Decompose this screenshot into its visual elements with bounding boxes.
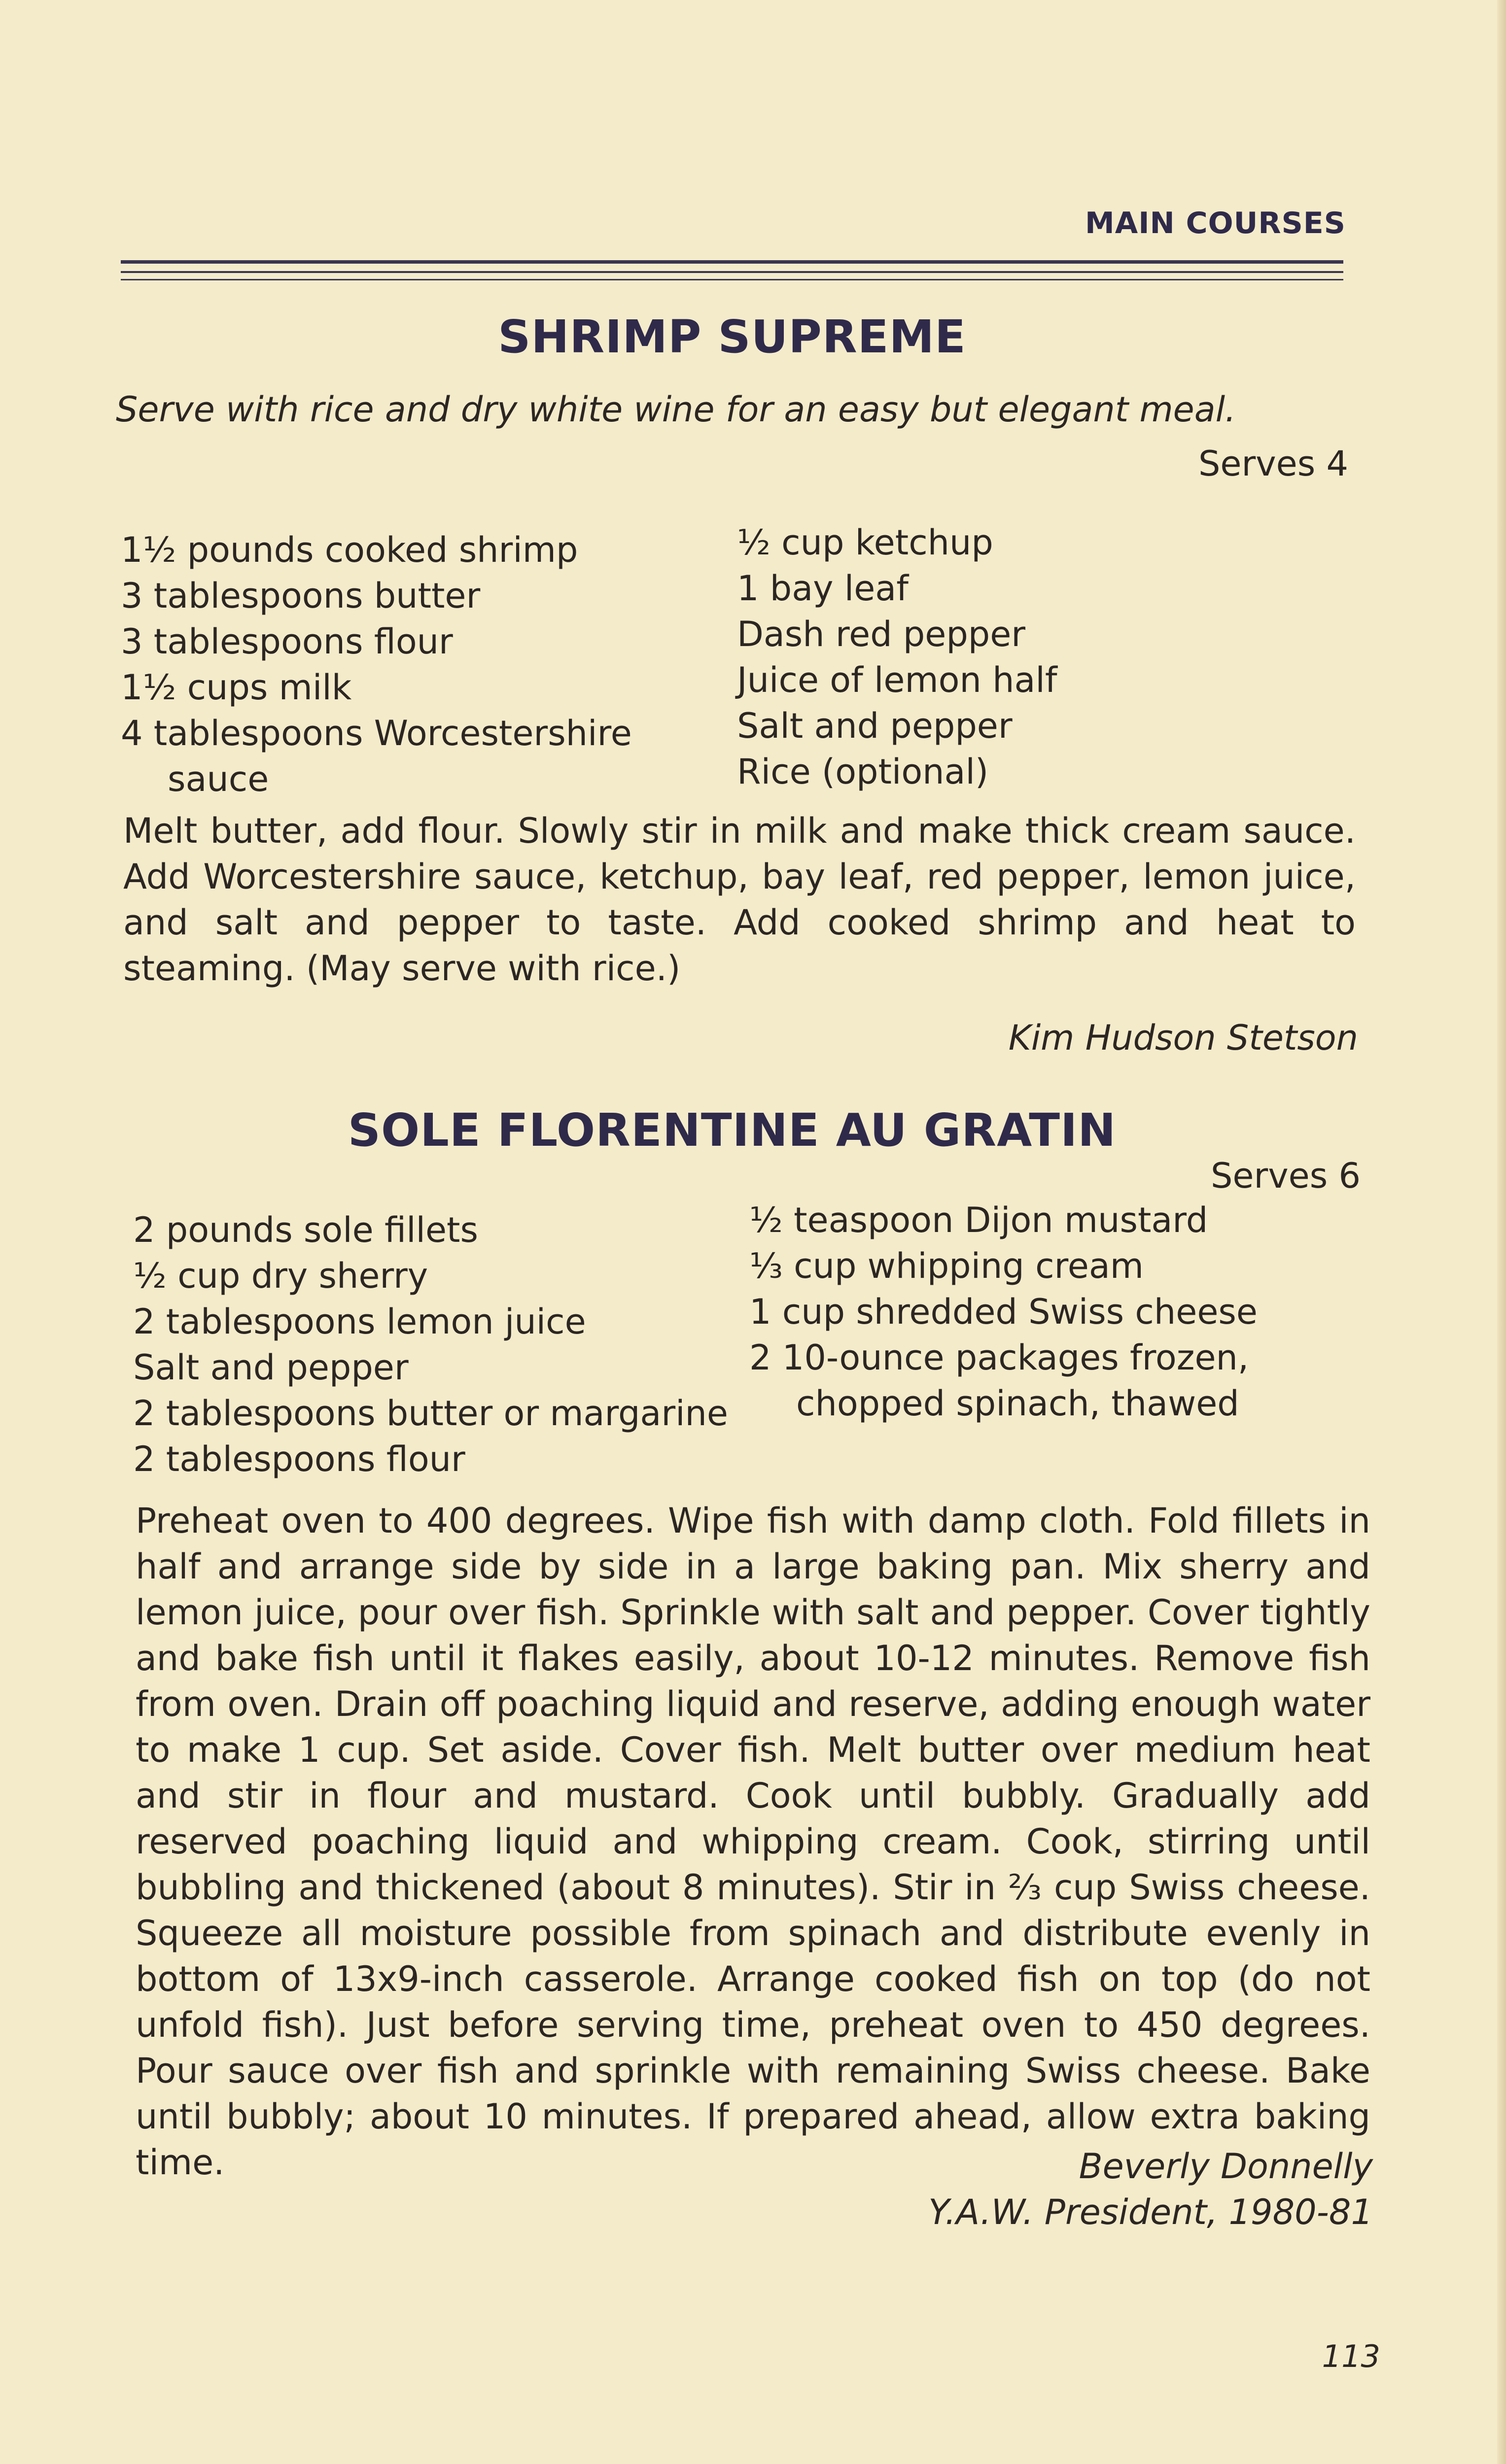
- ingredient-item: Juice of lemon half: [737, 660, 1057, 700]
- ingredient-item: 2 tablespoons butter or margarine: [133, 1393, 728, 1434]
- ingredient-item: 2 tablespoons lemon juice: [133, 1301, 586, 1342]
- ingredient-item: Rice (optional): [737, 752, 989, 792]
- page-number: 113: [1322, 2338, 1380, 2374]
- recipe-serves: Serves 4: [1198, 444, 1348, 484]
- recipe-intro: Serve with rice and dry white wine for an easy but elegant meal.: [116, 389, 1236, 430]
- recipe-serves: Serves 6: [1210, 1156, 1361, 1196]
- ingredient-item: sauce: [168, 759, 269, 799]
- section-header: MAIN COURSES: [1085, 206, 1346, 240]
- recipe-attribution-title: Y.A.W. President, 1980-81: [928, 2192, 1373, 2232]
- ingredient-list-left: [121, 527, 712, 802]
- recipe-method: Preheat oven to 400 degrees. Wipe fish with damp cloth. Fold fillets in half and arrange side by side in a large baking pan. Mix sherry and lemon juice, pour over fish. Sprinkle with salt and pepper. Cover tightly and bake fish until it flakes easily, about 10-12 minutes. Remove fish from oven. Drain off poaching liquid and reserve, adding enough water to make 1 cup. Set aside. Cover fish. Melt butter over medium heat and stir in flour and mustard. Cook until bubbly. Gradually add reserved poaching liquid and whipping cream. Cook, stirring until bubbling and thickened (about 8 minutes). Stir in ⅔ cup Swiss cheese. Squeeze all moisture possible from spinach and distribute evenly in bottom of 13x9-inch casserole. Arrange cooked fish on top (do not unfold fish). Just before serving time, preheat oven to 450 degrees. Pour sauce over fish and sprinkle with remaining Swiss cheese. Bake until bubbly; about 10 minutes. If prepared ahead, allow extra baking time.: [136, 1501, 1370, 2183]
- ingredient-item: 1 bay leaf: [737, 568, 909, 609]
- recipe-title-shrimp-supreme: SHRIMP SUPREME: [498, 310, 966, 363]
- recipe-attribution: Kim Hudson Stetson: [1008, 1018, 1358, 1058]
- ingredient-item: ⅓ cup whipping cream: [749, 1246, 1144, 1286]
- recipe-title-sole-florentine: SOLE FLORENTINE AU GRATIN: [348, 1104, 1117, 1157]
- ingredient-item: ½ cup dry sherry: [133, 1256, 428, 1296]
- header-rule-middle: [121, 271, 1343, 273]
- ingredient-item: 1½ pounds cooked shrimp: [121, 530, 578, 570]
- ingredient-list-right: [737, 520, 1329, 795]
- ingredient-item: 3 tablespoons butter: [121, 576, 481, 616]
- ingredient-item: 2 tablespoons flour: [133, 1439, 465, 1479]
- page-binding-edge: [1497, 0, 1506, 2464]
- ingredient-item: 1½ cups milk: [121, 667, 352, 708]
- ingredient-item: ½ cup ketchup: [737, 522, 993, 563]
- header-rule-bottom: [121, 279, 1343, 280]
- ingredient-item: 4 tablespoons Worcestershire: [121, 713, 632, 753]
- ingredient-list-left: [133, 1207, 774, 1482]
- ingredient-item: 2 pounds sole fillets: [133, 1210, 478, 1250]
- ingredient-item: Salt and pepper: [133, 1347, 409, 1388]
- ingredient-item: 1 cup shredded Swiss cheese: [749, 1292, 1258, 1332]
- ingredient-list-right: [749, 1198, 1366, 1427]
- ingredient-item: 3 tablespoons flour: [121, 621, 453, 662]
- ingredient-item: chopped spinach, thawed: [796, 1383, 1239, 1424]
- ingredient-item: ½ teaspoon Dijon mustard: [749, 1200, 1208, 1240]
- header-rule-top: [121, 260, 1343, 264]
- ingredient-item: Dash red pepper: [737, 614, 1026, 654]
- ingredient-item: 2 10-ounce packages frozen,: [749, 1337, 1249, 1378]
- recipe-attribution-name: Beverly Donnelly: [1079, 2146, 1373, 2187]
- recipe-method: Melt butter, add flour. Slowly stir in milk and make thick cream sauce. Add Worcestershire sauce, ketchup, bay leaf, red pepper, lemon juice, and salt and pepper to taste. Add cooked shrimp and heat to steaming. (May serve with rice.): [123, 811, 1356, 989]
- ingredient-item: Salt and pepper: [737, 706, 1013, 746]
